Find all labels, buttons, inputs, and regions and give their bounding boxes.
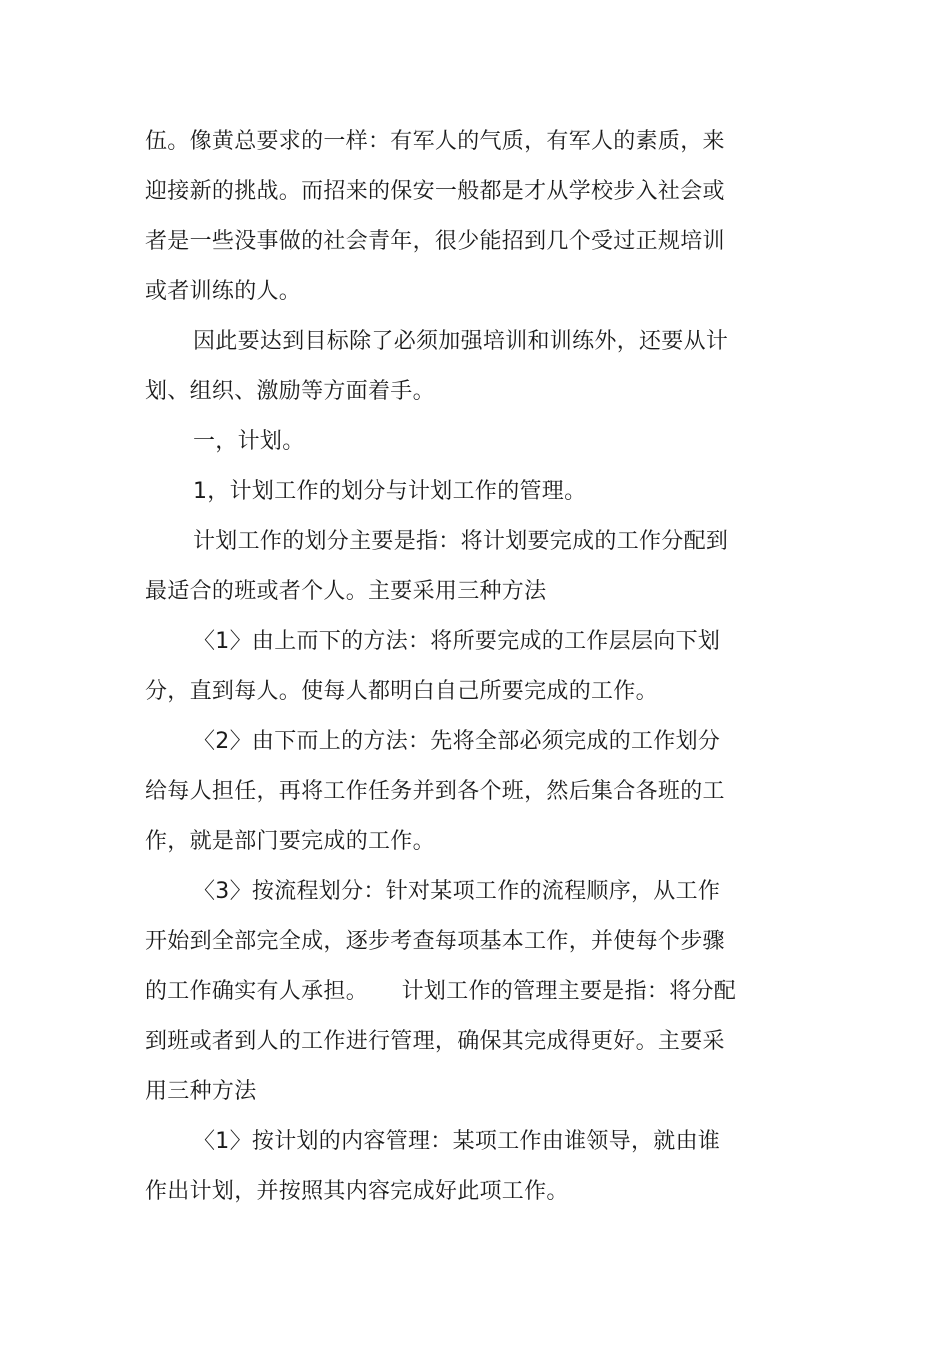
text-line: 的工作确实有人承担。 计划工作的管理主要是指：将分配 xyxy=(145,979,737,1004)
text-line: 作，就是部门要完成的工作。 xyxy=(145,829,435,854)
list-item-line: 〈1〉由上而下的方法：将所要完成的工作层层向下划 xyxy=(193,629,721,654)
text-line: 划、组织、激励等方面着手。 xyxy=(145,379,435,404)
text-line: 开始到全部完全成，逐步考查每项基本工作，并使每个步骤 xyxy=(145,929,725,954)
list-item-line: 〈1〉按计划的内容管理：某项工作由谁领导，就由谁 xyxy=(193,1129,721,1154)
text-line: 或者训练的人。 xyxy=(145,279,302,304)
list-item-line: 〈2〉由下而上的方法：先将全部必须完成的工作划分 xyxy=(193,729,721,754)
text-line: 到班或者到人的工作进行管理，确保其完成得更好。主要采 xyxy=(145,1029,725,1054)
text-line: 因此要达到目标除了必须加强培训和训练外，还要从计 xyxy=(193,329,729,354)
section-heading: 一，计划。 xyxy=(193,429,305,454)
text-line: 分，直到每人。使每人都明白自己所要完成的工作。 xyxy=(145,679,658,704)
text-line: 给每人担任，再将工作任务并到各个班，然后集合各班的工 xyxy=(145,779,725,804)
text-line: 最适合的班或者个人。主要采用三种方法 xyxy=(145,579,547,604)
list-item-line: 〈3〉按流程划分：针对某项工作的流程顺序，从工作 xyxy=(193,879,721,904)
text-line: 用三种方法 xyxy=(145,1079,257,1104)
text-line: 计划工作的划分主要是指：将计划要完成的工作分配到 xyxy=(193,529,729,554)
text-line: 者是一些没事做的社会青年，很少能招到几个受过正规培训 xyxy=(145,229,725,254)
subsection-heading: 1，计划工作的划分与计划工作的管理。 xyxy=(193,479,587,504)
text-line: 作出计划，并按照其内容完成好此项工作。 xyxy=(145,1179,569,1204)
text-line: 伍。像黄总要求的一样：有军人的气质，有军人的素质，来 xyxy=(145,129,725,154)
text-line: 迎接新的挑战。而招来的保安一般都是才从学校步入社会或 xyxy=(145,179,725,204)
